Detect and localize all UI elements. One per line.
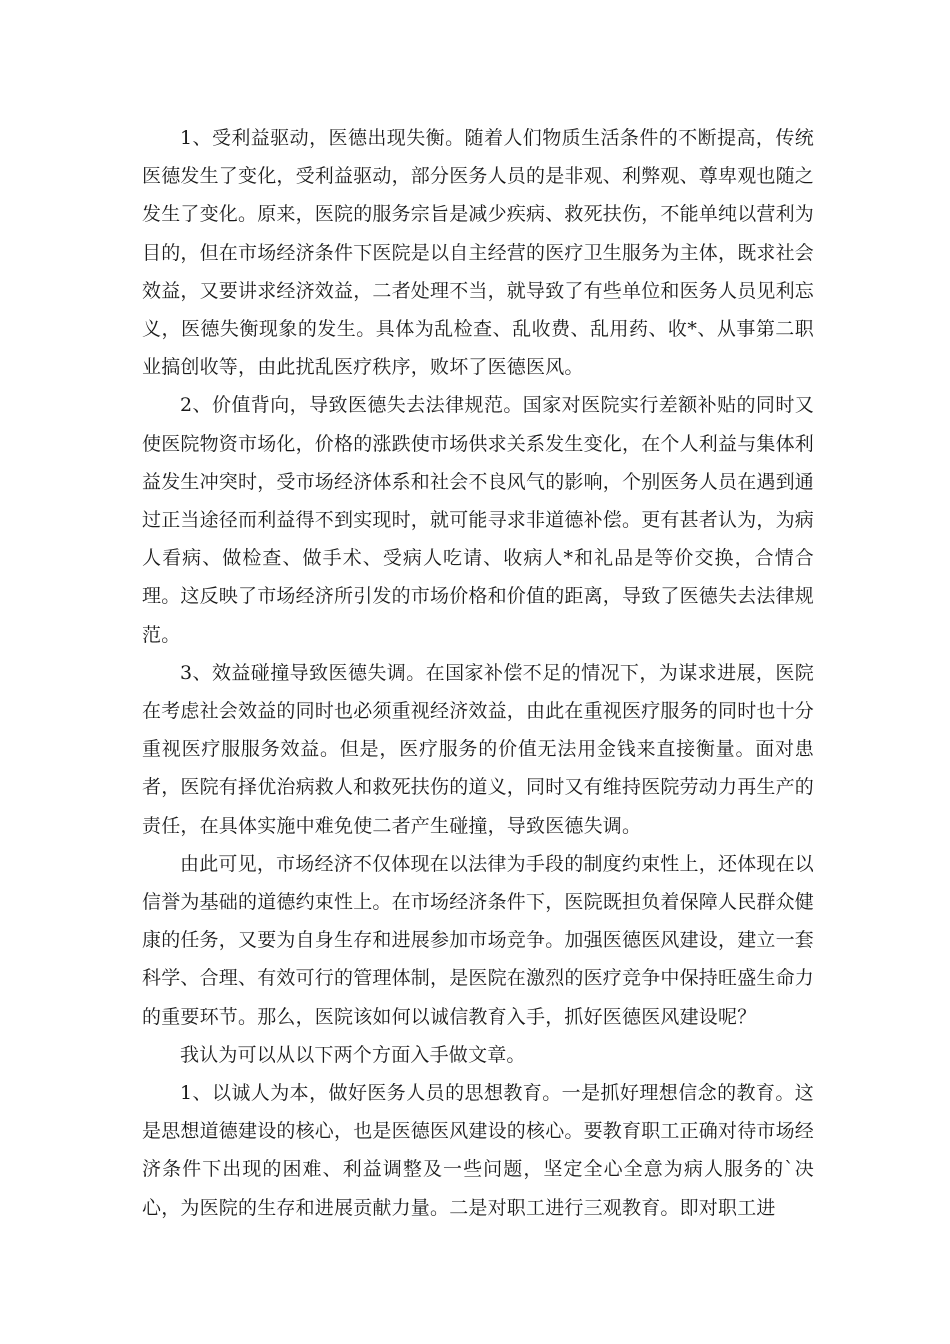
paragraph-2: 2、价值背向，导致医德失去法律规范。国家对医院实行差额补贴的同时又使医院物资市场化，价格的涨跌使市场供求关系发生变化，在个人利益与集体利益发生冲突时，受市场经济体系和社会不良风气的影响，个别医务人员在遇到通过正当途径而利益得不到实现时，就可能寻求非道德补偿。更有甚者认为，为病人看病、做检查、做手术、受病人吃请、收病人*和礼品是等价交换，合情合理。这反映了市场经济所引发的市场价格和价值的距离，导致了医德失去法律规范。 bbox=[142, 394, 815, 646]
paragraph-4: 由此可见，市场经济不仅体现在以法律为手段的制度约束性上，还体现在以信誉为基础的道德约束性上。在市场经济条件下，医院既担负着保障人民群众健康的任务，又要为自身生存和进展参加市场竞争。加强医德医风建设，建立一套科学、合理、有效可行的管理体制，是医院在激烈的医疗竞争中保持旺盛生命力的重要环节。那么，医院该如何以诚信教育入手，抓好医德医风建设呢？ bbox=[142, 852, 815, 1028]
paragraph-3: 3、效益碰撞导致医德失调。在国家补偿不足的情况下，为谋求进展，医院在考虑社会效益的同时也必须重视经济效益，由此在重视医疗服务的同时也十分重视医疗服服务效益。但是，医疗服务的价值无法用金钱来直接衡量。面对患者，医院有择优治病救人和救死扶伤的道义，同时又有维持医院劳动力再生产的责任，在具体实施中难免使二者产生碰撞，导致医德失调。 bbox=[142, 661, 815, 837]
paragraph-1: 1、受利益驱动，医德出现失衡。随着人们物质生活条件的不断提高，传统医德发生了变化，受利益驱动，部分医务人员的是非观、利弊观、尊卑观也随之发生了变化。原来，医院的服务宗旨是减少疾病、救死扶伤，不能单纯以营利为目的，但在市场经济条件下医院是以自主经营的医疗卫生服务为主体，既求社会效益，又要讲求经济效益，二者处理不当，就导致了有些单位和医务人员见利忘义，医德失衡现象的发生。具体为乱检查、乱收费、乱用药、收*、从事第二职业搞创收等，由此扰乱医疗秩序，败坏了医德医风。 bbox=[142, 127, 815, 379]
paragraph-5: 我认为可以从以下两个方面入手做文章。 bbox=[180, 1043, 526, 1066]
document-body bbox=[142, 119, 814, 1227]
paragraph-6: 1、以诚人为本，做好医务人员的思想教育。一是抓好理想信念的教育。这是思想道德建设的核心，也是医德医风建设的核心。要教育职工正确对待市场经济条件下出现的困难、利益调整及一些问题，坚定全心全意为病人服务的`决心，为医院的生存和进展贡献力量。二是对职工进行三观教育。即对职工进 bbox=[142, 1082, 815, 1219]
